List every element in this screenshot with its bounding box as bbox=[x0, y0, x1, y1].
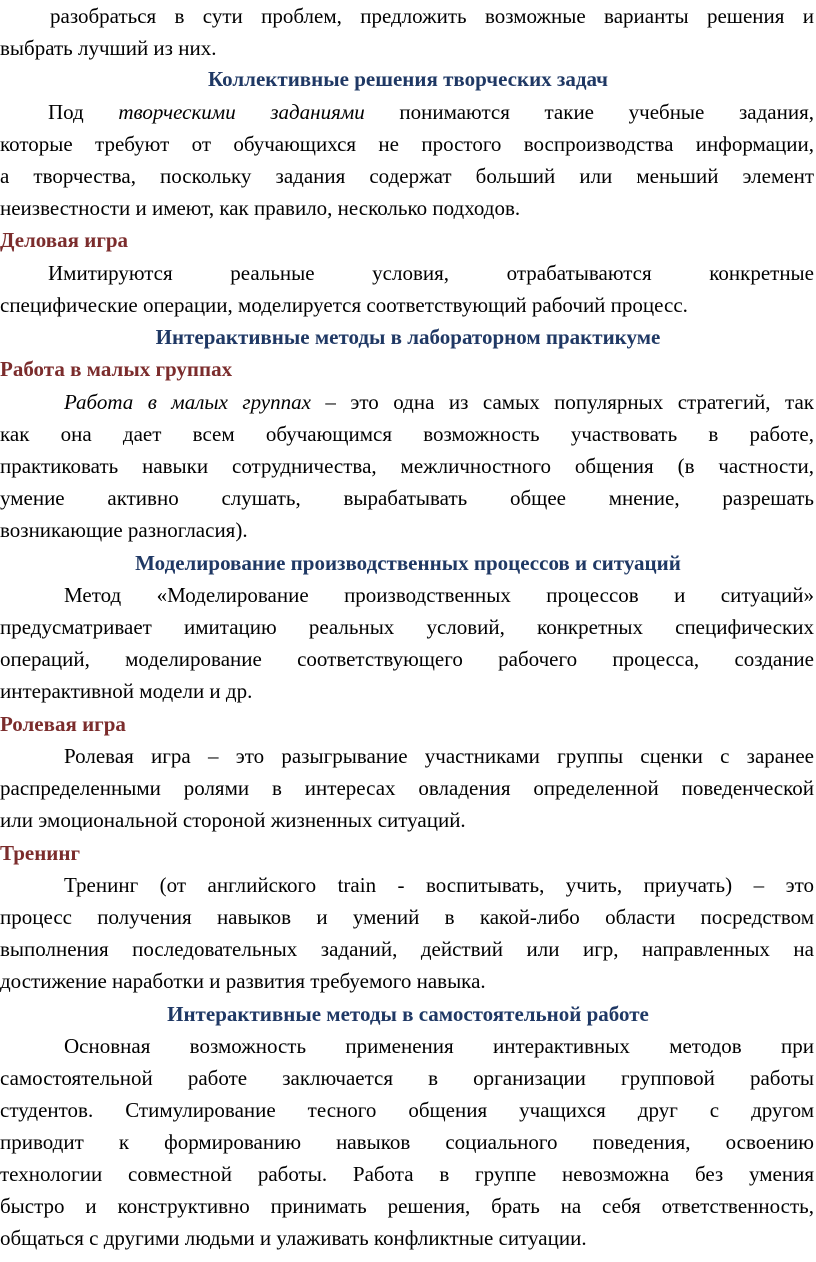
heading-training: Тренинг bbox=[0, 841, 81, 865]
collective-line-2: которые требуют от обучающихся не простого воспроизводства информации, bbox=[0, 132, 814, 156]
small-groups-line-1-post: – это одна из самых популярных стратегий, так bbox=[310, 390, 814, 414]
independent-line-4: приводит к формированию навыков социального поведения, освоению bbox=[0, 1130, 814, 1154]
small-groups-line-3: практиковать навыки сотрудничества, межличностного общения (в частности, bbox=[0, 454, 814, 478]
collective-line-3: а творчества, поскольку задания содержат больший или меньший элемент bbox=[0, 164, 814, 188]
training-line-4: достижение наработки и развития требуемого навыка. bbox=[0, 969, 486, 993]
term-creative-tasks: творческими заданиями bbox=[118, 100, 365, 124]
intro-line-1: разобраться в сути проблем, предложить возможные варианты решения и bbox=[50, 4, 814, 28]
independent-line-1: Основная возможность применения интерактивных методов при bbox=[64, 1034, 814, 1058]
training-line-1: Тренинг (от английского train - воспитывать, учить, приучать) – это bbox=[64, 873, 814, 897]
term-small-groups: Работа в малых группах bbox=[64, 390, 311, 414]
training-line-2: процесс получения навыков и умений в какой-либо области посредством bbox=[0, 905, 814, 929]
heading-small-groups: Работа в малых группах bbox=[0, 357, 233, 381]
collective-line-1 bbox=[48, 96, 814, 128]
small-groups-line-1 bbox=[64, 386, 814, 418]
modeling-line-4: интерактивной модели и др. bbox=[0, 679, 253, 703]
training-line-3: выполнения последовательных заданий, действий или игр, направленных на bbox=[0, 937, 814, 961]
independent-line-7: общаться с другими людьми и улаживать конфликтные ситуации. bbox=[0, 1226, 587, 1250]
small-groups-line-2: как она дает всем обучающимся возможность участвовать в работе, bbox=[0, 422, 814, 446]
modeling-line-1: Метод «Моделирование производственных процессов и ситуаций» bbox=[64, 583, 814, 607]
independent-line-2: самостоятельной работе заключается в организации групповой работы bbox=[0, 1066, 814, 1090]
business-game-line-1: Имитируются реальные условия, отрабатываются конкретные bbox=[48, 261, 814, 285]
modeling-line-3: операций, моделирование соответствующего рабочего процесса, создание bbox=[0, 647, 814, 671]
role-game-line-2: распределенными ролями в интересах овладения определенной поведенческой bbox=[0, 776, 814, 800]
heading-lab-methods: Интерактивные методы в лабораторном практикуме bbox=[155, 325, 661, 349]
small-groups-line-5: возникающие разногласия). bbox=[0, 518, 248, 542]
heading-role-game: Ролевая игра bbox=[0, 712, 126, 736]
collective-line-1-pre: Под bbox=[48, 100, 119, 124]
heading-independent-work: Интерактивные методы в самостоятельной работе bbox=[167, 1002, 649, 1026]
collective-line-1-post: понимаются такие учебные задания, bbox=[364, 100, 814, 124]
independent-line-3: студентов. Стимулирование тесного общения учащихся друг с другом bbox=[0, 1098, 814, 1122]
role-game-line-1: Ролевая игра – это разыгрывание участниками группы сценки с заранее bbox=[64, 744, 814, 768]
modeling-line-2: предусматривает имитацию реальных условий, конкретных специфических bbox=[0, 615, 814, 639]
small-groups-line-4: умение активно слушать, вырабатывать общее мнение, разрешать bbox=[0, 486, 814, 510]
collective-line-4: неизвестности и имеют, как правило, несколько подходов. bbox=[0, 196, 521, 220]
heading-business-game: Деловая игра bbox=[0, 228, 129, 252]
business-game-line-2: специфические операции, моделируется соответствующий рабочий процесс. bbox=[0, 293, 688, 317]
independent-line-6: быстро и конструктивно принимать решения, брать на себя ответственность, bbox=[0, 1194, 814, 1218]
heading-collective-decisions: Коллективные решения творческих задач bbox=[208, 67, 608, 91]
heading-modeling: Моделирование производственных процессов и ситуаций bbox=[135, 551, 681, 575]
role-game-line-3: или эмоциональной стороной жизненных ситуаций. bbox=[0, 808, 466, 832]
independent-line-5: технологии совместной работы. Работа в группе невозможна без умения bbox=[0, 1162, 814, 1186]
intro-line-2: выбрать лучший из них. bbox=[0, 36, 217, 60]
